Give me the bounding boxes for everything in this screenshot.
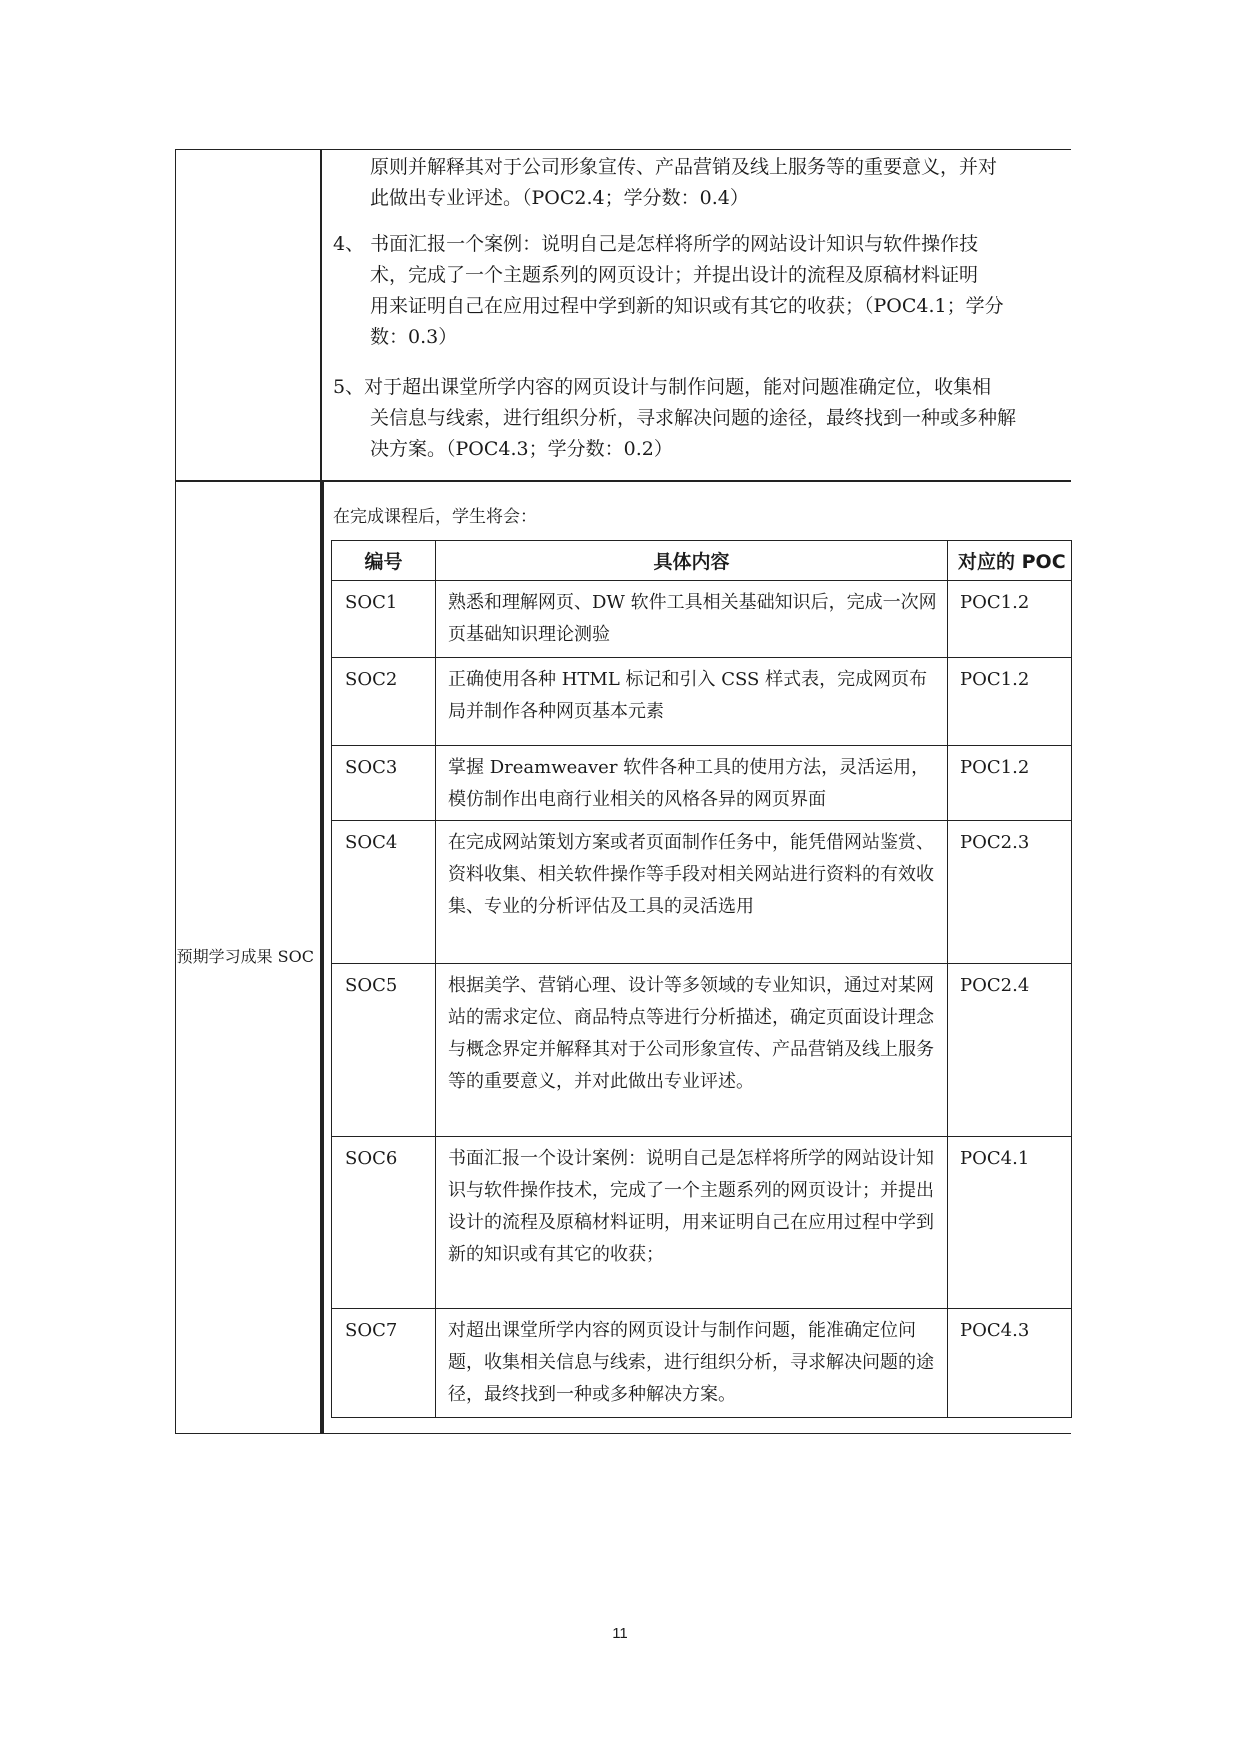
soc-poc: POC2.4 bbox=[948, 964, 1072, 1137]
header-no: 编号 bbox=[332, 541, 436, 581]
soc-row-label: 预期学习成果 SOC bbox=[176, 947, 314, 966]
soc-id: SOC3 bbox=[332, 746, 436, 821]
item4-line-4: 数：0.3） bbox=[370, 326, 458, 348]
item5-line-1: 5、对于超出课堂所学内容的网页设计与制作问题，能对问题准确定位，收集相 bbox=[333, 376, 992, 398]
soc-id: SOC5 bbox=[332, 964, 436, 1137]
table-row bbox=[332, 964, 1072, 1137]
table-row bbox=[332, 1137, 1072, 1309]
soc-id: SOC1 bbox=[332, 581, 436, 658]
column-divider-inner bbox=[322, 482, 324, 1434]
soc-id: SOC6 bbox=[332, 1137, 436, 1309]
item4-line-1: 4、 书面汇报一个案例：说明自己是怎样将所学的网站设计知识与软件操作技 bbox=[333, 233, 979, 255]
soc-poc: POC1.2 bbox=[948, 581, 1072, 658]
soc-id: SOC2 bbox=[332, 658, 436, 746]
soc-content: 在完成网站策划方案或者页面制作任务中，能凭借网站鉴赏、资料收集、相关软件操作等手段对相关网站进行资料的有效收集、专业的分析评估及工具的灵活选用 bbox=[436, 821, 948, 964]
soc-header-row bbox=[332, 541, 1072, 581]
top-line-2: 此做出专业评述。（POC2.4；学分数：0.4） bbox=[370, 187, 749, 209]
soc-content: 熟悉和理解网页、DW 软件工具相关基础知识后，完成一次网页基础知识理论测验 bbox=[436, 581, 948, 658]
header-content: 具体内容 bbox=[436, 541, 948, 581]
soc-table bbox=[331, 540, 1072, 1418]
table-row bbox=[332, 658, 1072, 746]
soc-id: SOC7 bbox=[332, 1309, 436, 1418]
item4-line-3: 用来证明自己在应用过程中学到新的知识或有其它的收获；（POC4.1；学分 bbox=[370, 295, 1004, 317]
soc-poc: POC1.2 bbox=[948, 658, 1072, 746]
soc-content: 根据美学、营销心理、设计等多领域的专业知识，通过对某网站的需求定位、商品特点等进行分析描述，确定页面设计理念与概念界定并解释其对于公司形象宣传、产品营销及线上服务等的重要意义，并对此做出专业评述。 bbox=[436, 964, 948, 1137]
soc-content: 书面汇报一个设计案例：说明自己是怎样将所学的网站设计知识与软件操作技术，完成了一个主题系列的网页设计；并提出设计的流程及原稿材料证明，用来证明自己在应用过程中学到新的知识或有其它的收获； bbox=[436, 1137, 948, 1309]
soc-content: 对超出课堂所学内容的网页设计与制作问题，能准确定位问题，收集相关信息与线索，进行组织分析，寻求解决问题的途径，最终找到一种或多种解决方案。 bbox=[436, 1309, 948, 1418]
table-row bbox=[332, 1309, 1072, 1418]
soc-poc: POC1.2 bbox=[948, 746, 1072, 821]
soc-content: 掌握 Dreamweaver 软件各种工具的使用方法，灵活运用，模仿制作出电商行业相关的风格各异的网页界面 bbox=[436, 746, 948, 821]
header-poc: 对应的 POC bbox=[948, 541, 1072, 581]
soc-id: SOC4 bbox=[332, 821, 436, 964]
soc-poc: POC4.1 bbox=[948, 1137, 1072, 1309]
top-line-1: 原则并解释其对于公司形象宣传、产品营销及线上服务等的重要意义，并对 bbox=[370, 156, 998, 178]
row-divider bbox=[175, 480, 1071, 482]
table-row bbox=[332, 821, 1072, 964]
soc-poc: POC2.3 bbox=[948, 821, 1072, 964]
page-number: 11 bbox=[612, 1625, 628, 1642]
item5-line-2: 关信息与线索，进行组织分析，寻求解决问题的途径，最终找到一种或多种解 bbox=[370, 407, 1017, 429]
soc-poc: POC4.3 bbox=[948, 1309, 1072, 1418]
table-row bbox=[332, 581, 1072, 658]
item4-line-2: 术，完成了一个主题系列的网页设计；并提出设计的流程及原稿材料证明 bbox=[370, 264, 979, 286]
soc-intro: 在完成课程后，学生将会： bbox=[333, 507, 537, 527]
table-row bbox=[332, 746, 1072, 821]
soc-content: 正确使用各种 HTML 标记和引入 CSS 样式表，完成网页布局并制作各种网页基本元素 bbox=[436, 658, 948, 746]
item5-line-3: 决方案。（POC4.3；学分数：0.2） bbox=[370, 438, 673, 460]
